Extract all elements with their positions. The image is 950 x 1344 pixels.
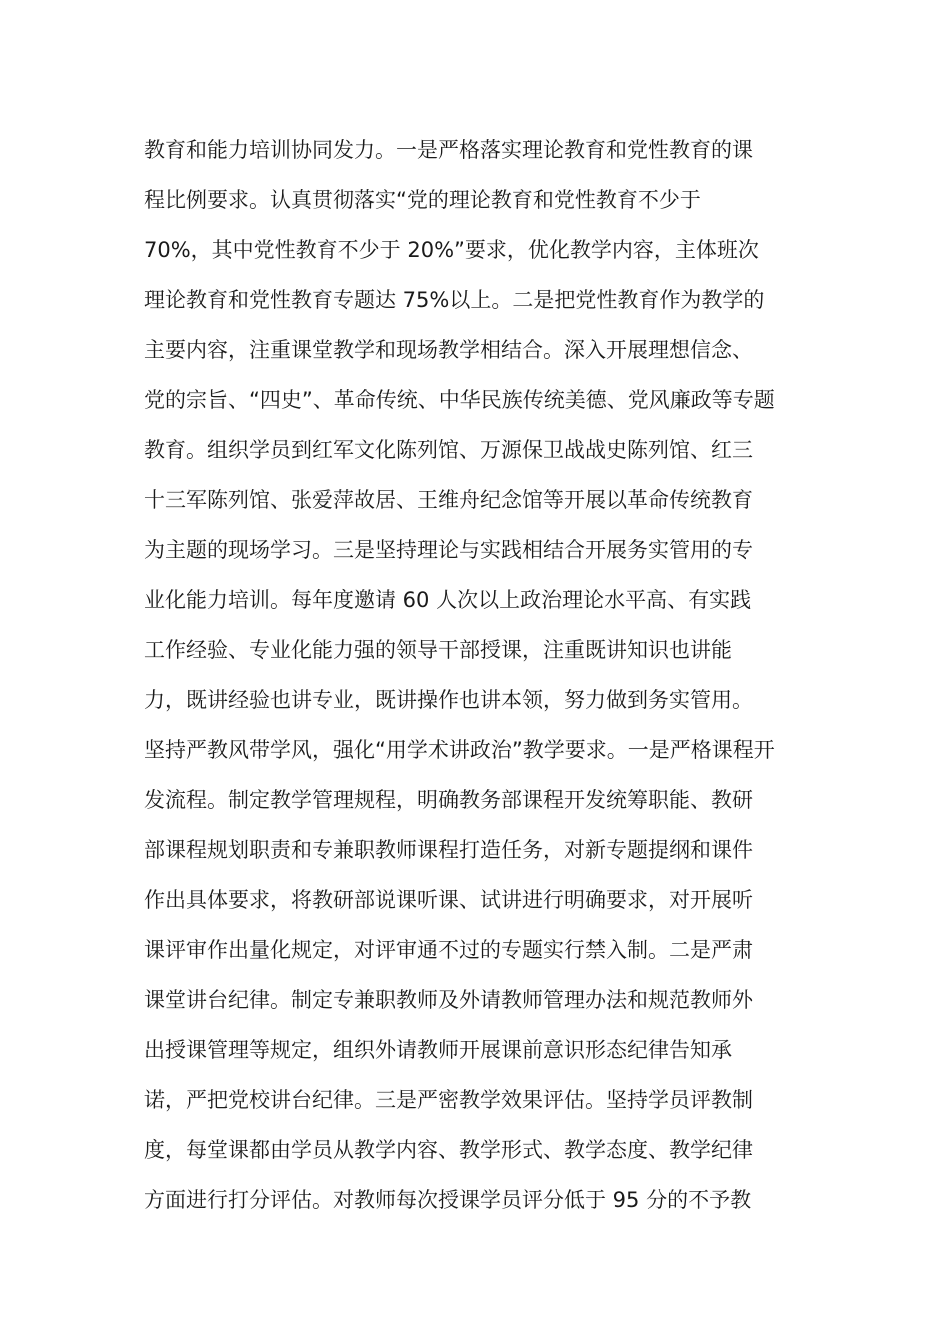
- text-line: 教育。组织学员到红军文化陈列馆、万源保卫战战史陈列馆、红三: [144, 438, 753, 462]
- body-text: [144, 125, 824, 1225]
- text-line: 部课程规划职责和专兼职教师课程打造任务，对新专题提纲和课件: [144, 838, 753, 862]
- text-line: 工作经验、专业化能力强的领导干部授课，注重既讲知识也讲能: [144, 638, 732, 662]
- text-line: 程比例要求。认真贯彻落实“党的理论教育和党性教育不少于: [144, 188, 701, 212]
- text-line: 党的宗旨、“四史”、革命传统、中华民族传统美德、党风廉政等专题: [144, 388, 775, 412]
- text-line: 为主题的现场学习。三是坚持理论与实践相结合开展务实管用的专: [144, 538, 753, 562]
- text-line: 课堂讲台纪律。制定专兼职教师及外请教师管理办法和规范教师外: [144, 988, 753, 1012]
- text-line: 诺，严把党校讲台纪律。三是严密教学效果评估。坚持学员评教制: [144, 1088, 753, 1112]
- text-line: 坚持严教风带学风，强化“用学术讲政治”教学要求。一是严格课程开: [144, 738, 775, 762]
- text-line: 度，每堂课都由学员从教学内容、教学形式、教学态度、教学纪律: [144, 1138, 753, 1162]
- text-line: 出授课管理等规定，组织外请教师开展课前意识形态纪律告知承: [144, 1038, 732, 1062]
- text-line: 理论教育和党性教育专题达 75%以上。二是把党性教育作为教学的: [144, 288, 765, 312]
- text-line: 课评审作出量化规定，对评审通不过的专题实行禁入制。二是严肃: [144, 938, 753, 962]
- text-line: 发流程。制定教学管理规程，明确教务部课程开发统筹职能、教研: [144, 788, 753, 812]
- text-line: 业化能力培训。每年度邀请 60 人次以上政治理论水平高、有实践: [144, 588, 752, 612]
- text-line: 作出具体要求，将教研部说课听课、试讲进行明确要求，对开展听: [144, 888, 753, 912]
- text-line: 教育和能力培训协同发力。一是严格落实理论教育和党性教育的课: [144, 138, 753, 162]
- text-line: 70%，其中党性教育不少于 20%”要求，优化教学内容，主体班次: [144, 238, 759, 262]
- text-line: 方面进行打分评估。对教师每次授课学员评分低于 95 分的不予教: [144, 1188, 752, 1212]
- text-line: 力，既讲经验也讲专业，既讲操作也讲本领，努力做到务实管用。: [144, 688, 753, 712]
- text-line: 主要内容，注重课堂教学和现场教学相结合。深入开展理想信念、: [144, 338, 753, 362]
- text-line: 十三军陈列馆、张爱萍故居、王维舟纪念馆等开展以革命传统教育: [144, 488, 753, 512]
